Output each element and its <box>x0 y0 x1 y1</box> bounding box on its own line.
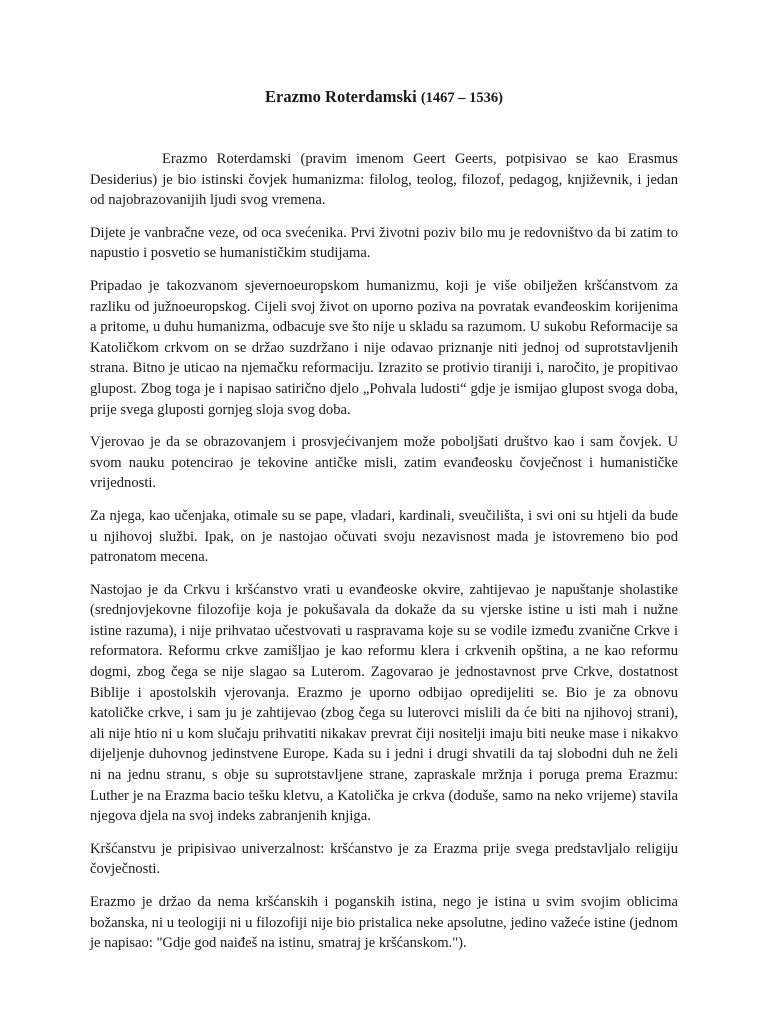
paragraph-intro: Erazmo Roterdamski (pravim imenom Geert Geerts, potpisivao se kao Erasmus Desiderius) je bio istinski čovjek humanizma: filolog, teolog, filozof, pedagog, književnik, i jedan od najobrazovanijih ljudi svog vremena. <box>90 151 678 209</box>
paragraph-patrons: Za njega, kao učenjaka, otimale su se pape, vladari, kardinali, sveučilišta, i svi oni su htjeli da bude u njihovoj službi. Ipak, on je nastojao očuvati svoju nezavisnost mada je istovremeno bio pod patronatom mecena. <box>90 507 678 566</box>
paragraph-childhood: Dijete je vanbračne veze, od oca svećenika. Prvi životni poziv bilo mu je redovništvo da bi zatim to napustio i posvetio se humanističkim studijama. <box>90 224 678 262</box>
title-years: (1467 – 1536) <box>420 90 503 106</box>
paragraph-truth: Erazmo je držao da nema kršćanskih i poganskih istina, nego je istina u svim svojim oblicima božanska, ni u teologiji ni u filozofiji nije bio pristalica neke apsolutne, jedino važeće istine (jednom je napisao: "Gdje god naiđeš na istinu, smatraj je kršćanskom."). <box>90 894 678 952</box>
paragraph-universality: Kršćanstvu je pripisivao univerzalnost: kršćanstvo je za Erazma prije svega predstavljalo religiju čovječnosti. <box>90 840 678 878</box>
document-title <box>90 86 678 109</box>
title-name: Erazmo Roterdamski <box>265 87 417 106</box>
paragraph-humanism: Pripadao je takozvanom sjevernoeuropskom humanizmu, koji je više obilježen kršćanstvom za razliku od južnoeuropskog. Cijeli svoj život on uporno poziva na povratak evanđeoskim korijenima a pritome, u duhu humanizma, odbacuje sve što nije u skladu sa razumom. U sukobu Reformacije sa Katoličkom crkvom on se držao suzdržano i nije odavao priznanje niti jednoj od suprotstavljenih strana. Bitno je uticao na njemačku reformaciju. Izrazito se protivio tiraniji i, naročito, je propitivao glupost. Zbog toga je i napisao satirično djelo „Pohvala ludosti“ gdje je ismijao glupost svoga doba, prije svega gluposti gornjeg sloja svog doba. <box>90 277 678 418</box>
document-page <box>90 86 678 966</box>
paragraph-church-reform: Nastojao je da Crkvu i kršćanstvo vrati u evanđeoske okvire, zahtijevao je napuštanje sholastike (srednjovjekovne filozofije koja je pokušavala da dokaže da su vjerske istine u isti mah i nužne istine razuma), i nije prihvatao učestvovati u raspravama koje su se vodile između zvanične Crkve i reformatora. Reformu crkve zamišljao je kao reformu klera i crkvenih opština, a ne kao reformu dogmi, zbog čega se nije slagao sa Luterom. Zagovarao je jednostavnost prve Crkve, dostatnost Biblije i apostolskih vjerovanja. Erazmo je uporno odbijao opredijeliti se. Bio je za obnovu katoličke crkve, i sam ju je zahtijevao (zbog čega su luterovci mislili da će biti na njihovoj strani), ali nije htio ni u kom slučaju prihvatiti nikakav prevrat čiji nositelji imaju biti neuke mase i nikakvo dijeljenje duhovnog jedinstvene Europe. Kada su i jedni i drugi shvatili da taj slobodni duh ne želi ni na jednu stranu, s obje su suprotstavljene strane, zapraskale mržnja i poruga prema Erazmu: Luther je na Erazma bacio tešku kletvu, a Katolička je crkva (doduše, samo na neko vrijeme) stavila njegova djela na svoj indeks zabranjenih knjiga. <box>90 581 678 825</box>
paragraph-education: Vjerovao je da se obrazovanjem i prosvjećivanjem može poboljšati društvo kao i sam čovjek. U svom nauku potencirao je tekovine antičke misli, zatim evanđeosku čovječnost i humanističke vrijednosti. <box>90 434 678 492</box>
